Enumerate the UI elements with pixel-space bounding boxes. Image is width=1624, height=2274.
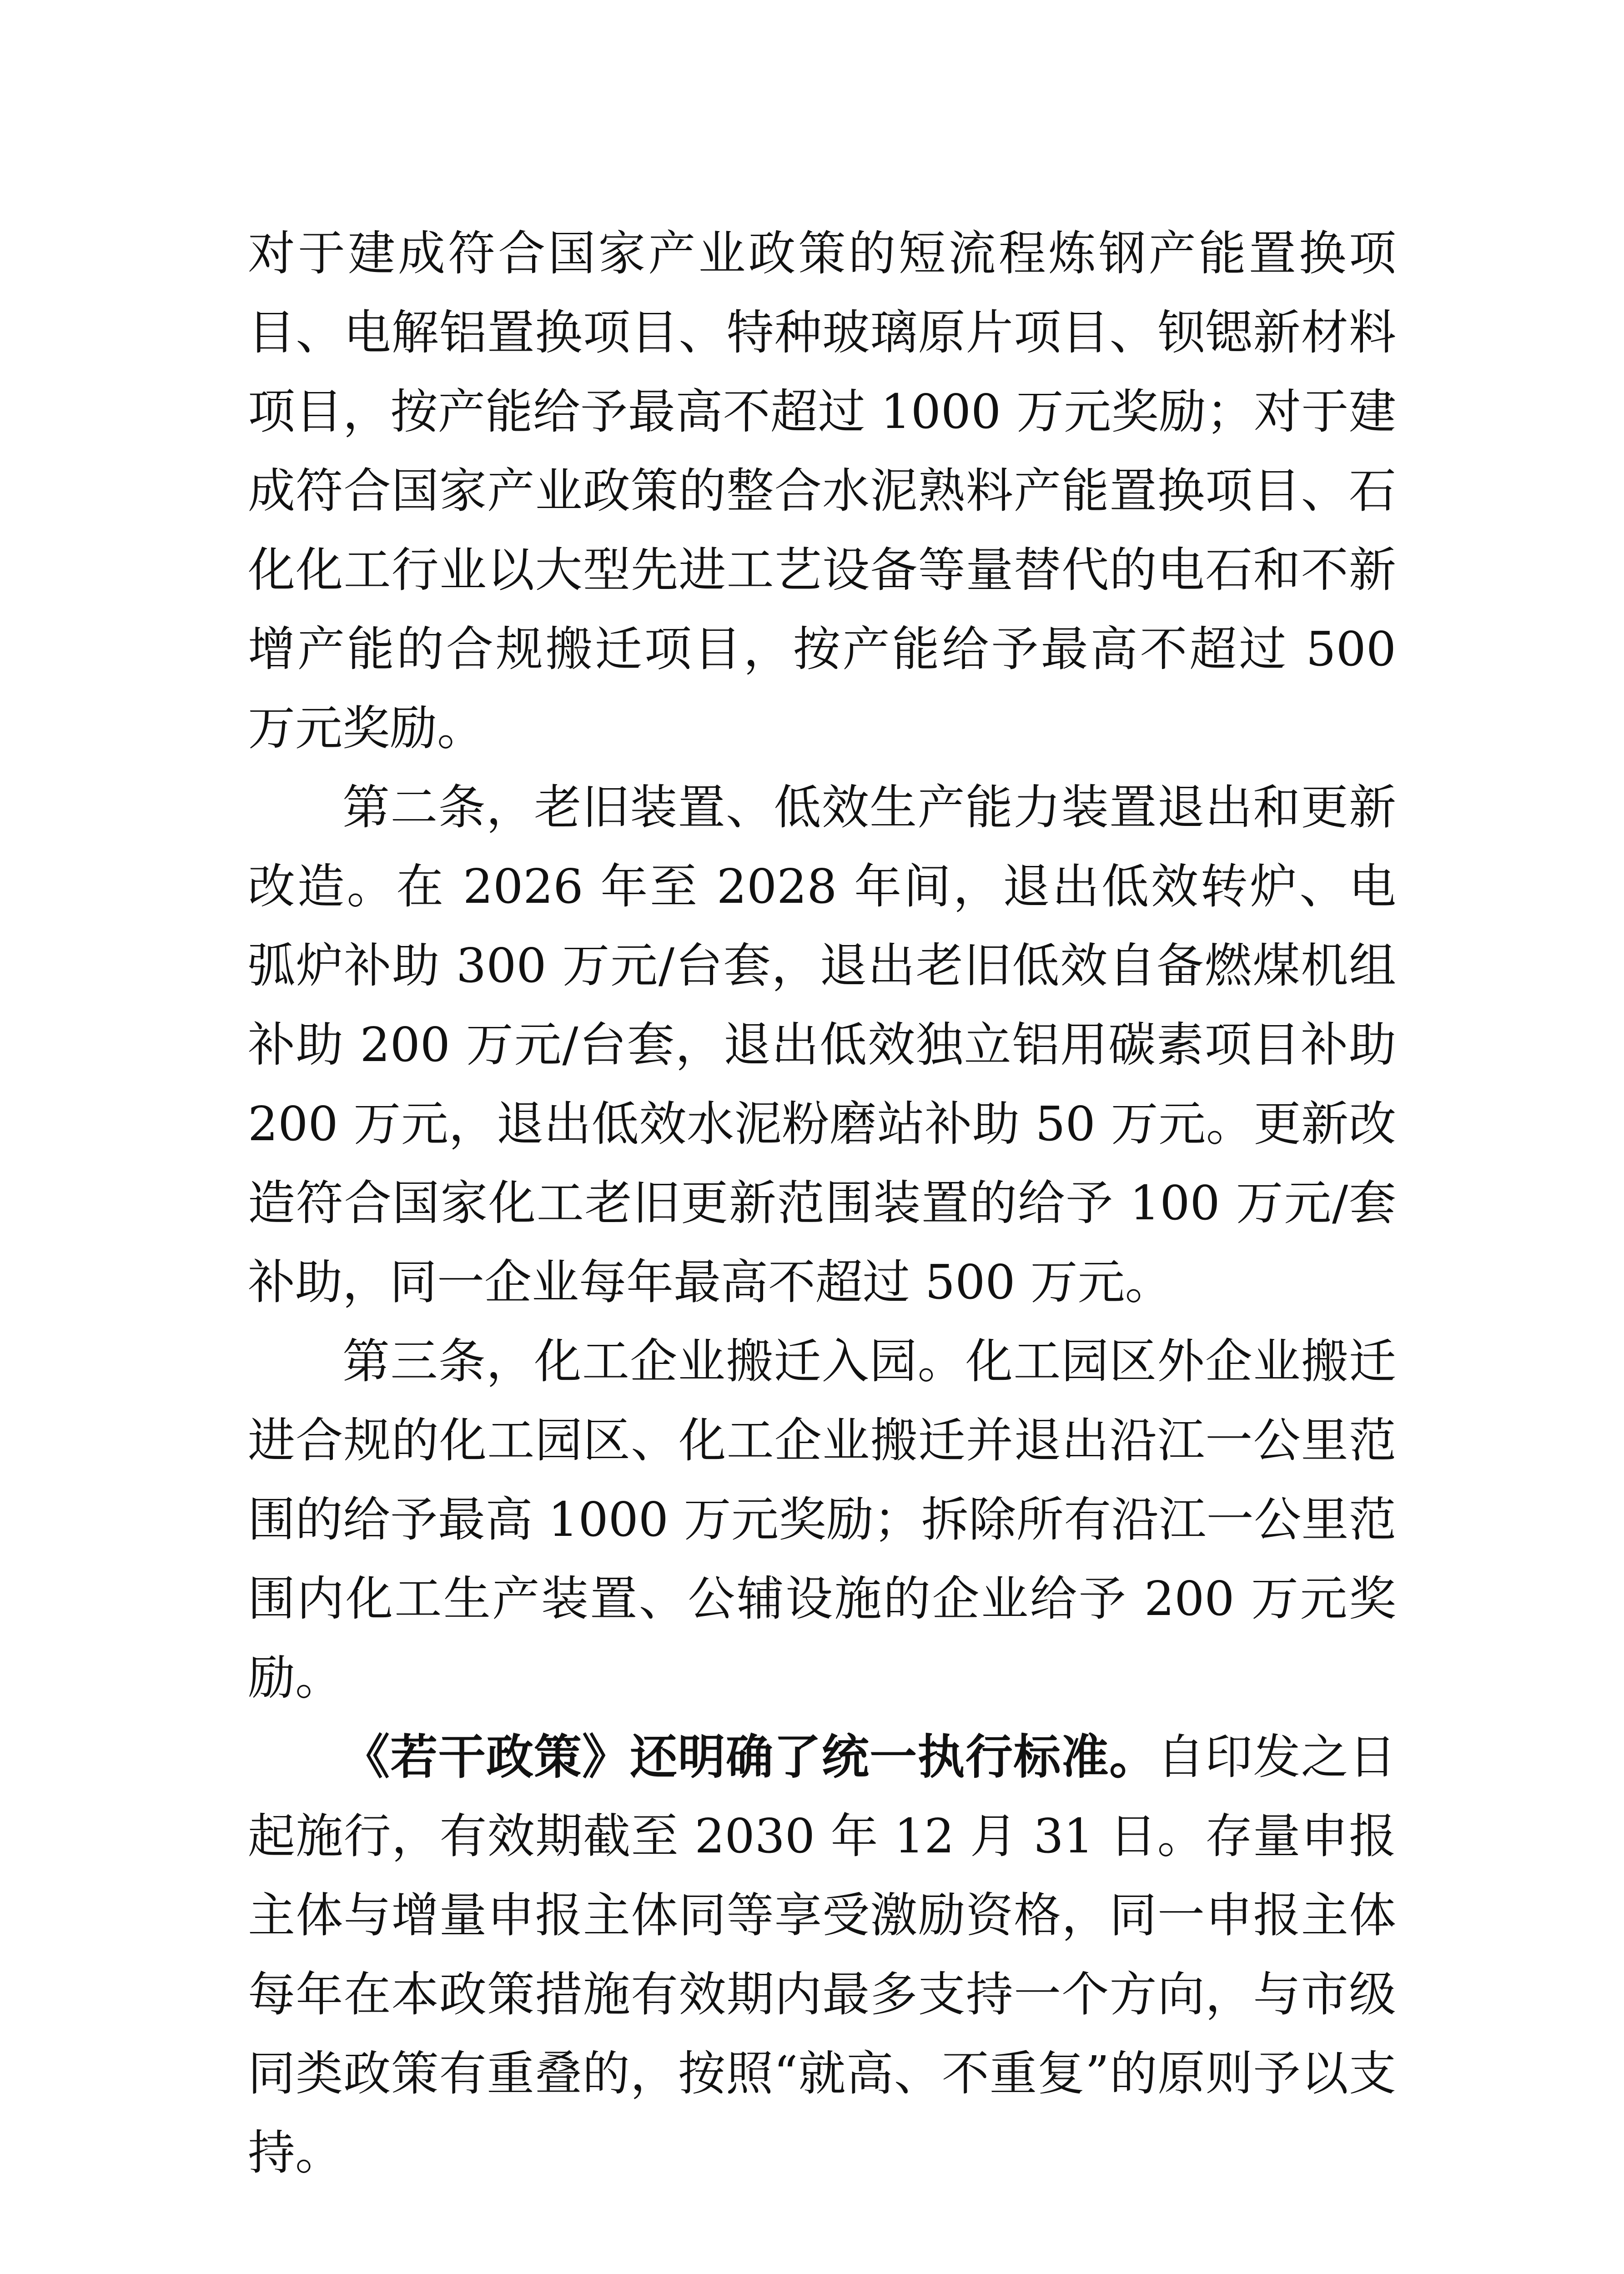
paragraph-reward-continuation	[248, 214, 1396, 768]
paragraph-article-three	[248, 1322, 1396, 1717]
paragraph-bold-lead: 《若干政策》还明确了统一执行标准。	[342, 1729, 1157, 1785]
paragraph-text: 第二条，老旧装置、低效生产能力装置退出和更新改造。在 2026 年至 2028 年间，退出低效转炉、电弧炉补助 300 万元/台套，退出老旧低效自备燃煤机组补助 200 万元/台套，退出低效独立铝用碳素项目补助 200 万元，退出低效水泥粉磨站补助 50 万元。更新改造符合国家化工老旧更新范围装置的给予 100 万元/套补助，同一企业每年最高不超过 500 万元。	[248, 780, 1396, 1310]
paragraph-article-two	[248, 768, 1396, 1322]
document-body	[248, 214, 1396, 2192]
paragraph-execution-standard	[248, 1717, 1396, 2192]
paragraph-text: 自印发之日起施行，有效期截至 2030 年 12 月 31 日。存量申报主体与增量申报主体同等享受激励资格，同一申报主体每年在本政策措施有效期内最多支持一个方向，与市级同类政策有重叠的，按照“就高、不重复”的原则予以支持。	[248, 1729, 1396, 2180]
paragraph-text: 对于建成符合国家产业政策的短流程炼钢产能置换项目、电解铝置换项目、特种玻璃原片项目、钡锶新材料项目，按产能给予最高不超过 1000 万元奖励；对于建成符合国家产业政策的整合水泥熟料产能置换项目、石化化工行业以大型先进工艺设备等量替代的电石和不新增产能的合规搬迁项目，按产能给予最高不超过 500 万元奖励。	[248, 226, 1396, 756]
paragraph-text: 第三条，化工企业搬迁入园。化工园区外企业搬迁进合规的化工园区、化工企业搬迁并退出沿江一公里范围的给予最高 1000 万元奖励；拆除所有沿江一公里范围内化工生产装置、公辅设施的企业给予 200 万元奖励。	[248, 1333, 1396, 1706]
